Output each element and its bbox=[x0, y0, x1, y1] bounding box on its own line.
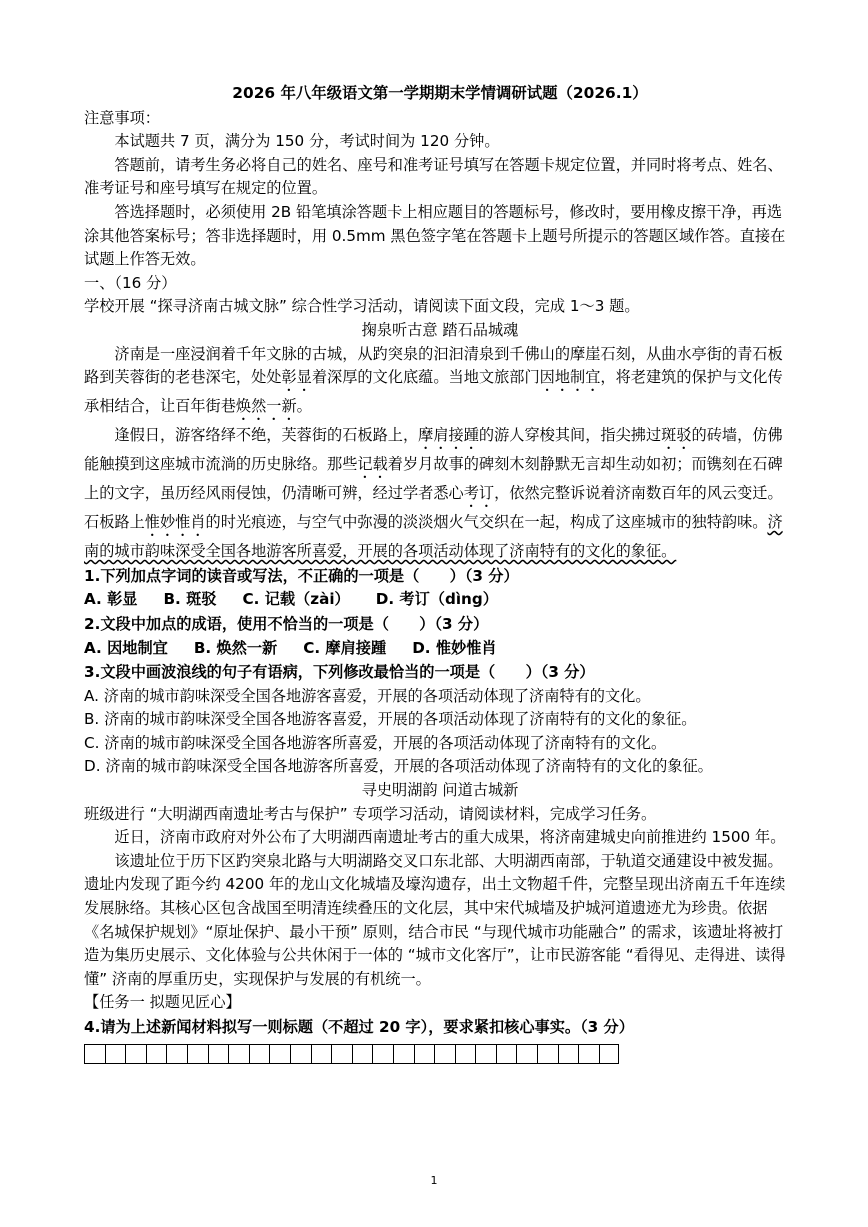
notice-paragraph-3: 答选择题时，必须使用 2B 铅笔填涂答题卡上相应题目的答题标号，修改时，要用橡皮擦干净，再选涂其他答案标号；答非选择题时，用 0.5mm 黑色签字笔在答题卡上题号所提示的答题区域作答。直接在试题上作答无效。 bbox=[84, 202, 786, 269]
answer-cell[interactable] bbox=[187, 1044, 208, 1064]
answer-cell[interactable] bbox=[331, 1044, 352, 1064]
answer-cell[interactable] bbox=[414, 1044, 435, 1064]
answer-cell[interactable] bbox=[352, 1044, 373, 1064]
answer-cell[interactable] bbox=[434, 1044, 455, 1064]
answer-cell[interactable] bbox=[537, 1044, 558, 1064]
section2-subtitle: 寻史明湖韵 问道古城新 bbox=[361, 781, 519, 800]
section1-intro: 学校开展 “探寻济南古城文脉” 综合性学习活动，请阅读下面文段，完成 1～3 题。 bbox=[84, 297, 640, 316]
q3-option-b: B. 济南的城市韵味深受全国各地游客喜爱，开展的各项活动体现了济南特有的文化的象征。 bbox=[84, 710, 697, 729]
dotted-word-zhangxian: 彰显 bbox=[281, 368, 312, 387]
q3-option-a: A. 济南的城市韵味深受全国各地游客喜爱，开展的各项活动体现了济南特有的文化。 bbox=[84, 686, 651, 705]
q1-option-b: B. 斑驳 bbox=[163, 590, 217, 609]
answer-cell[interactable] bbox=[125, 1044, 146, 1064]
answer-cell[interactable] bbox=[311, 1044, 332, 1064]
question-2-options bbox=[84, 637, 796, 661]
wavy-underlined-sentence: 济南的城市韵味深受全国各地游客所喜爱，开展的各项活动体现了济南特有的文化的象征。 bbox=[84, 513, 783, 561]
answer-cell[interactable] bbox=[516, 1044, 537, 1064]
notice-paragraph-1: 本试题共 7 页，满分为 150 分，考试时间为 120 分钟。 bbox=[114, 132, 500, 151]
exam-title: 2026 年八年级语文第一学期期末学情调研试题（2026.1） bbox=[232, 84, 648, 102]
q2-option-a: A. 因地制宜 bbox=[84, 638, 168, 657]
question-3-stem: 3.文段中画波浪线的句子有语病，下列修改最恰当的一项是（ ）（3 分） bbox=[84, 663, 595, 682]
q1-option-a: A. 彰显 bbox=[84, 590, 138, 609]
dotted-word-kaoding: 考订 bbox=[463, 484, 495, 503]
answer-cell[interactable] bbox=[599, 1044, 620, 1064]
dotted-idiom-huanranyixin: 焕然一新 bbox=[235, 397, 297, 416]
section1-passage-1: 济南是一座浸润着千年文脉的古城，从趵突泉的汩汩清泉到千佛山的摩崖石刻，从曲水亭街的青石板路到芙蓉街的老巷深宅，处处彰显着深厚的文化底蕴。当地文旅部门因地制宜，将老建筑的保护与文化传承相结合，让百年街巷焕然一新。 bbox=[84, 344, 783, 416]
question-4-stem: 4.请为上述新闻材料拟写一则标题（不超过 20 字），要求紧扣核心事实。（3 分） bbox=[84, 1018, 634, 1036]
answer-cell[interactable] bbox=[249, 1044, 270, 1064]
q1-option-d: D. 考订（dìng） bbox=[375, 590, 498, 609]
task-1-heading: 【任务一 拟题见匠心】 bbox=[84, 993, 241, 1012]
q2-option-d: D. 惟妙惟肖 bbox=[412, 638, 497, 657]
answer-cell[interactable] bbox=[393, 1044, 414, 1064]
answer-cell[interactable] bbox=[269, 1044, 290, 1064]
answer-cell[interactable] bbox=[146, 1044, 167, 1064]
dotted-word-banbo: 斑驳 bbox=[661, 426, 692, 445]
q3-option-c: C. 济南的城市韵味深受全国各地游客所喜爱，开展的各项活动体现了济南特有的文化。 bbox=[84, 733, 667, 752]
section2-paragraph-1: 近日，济南市政府对外公布了大明湖西南遗址考古的重大成果，将济南建城史向前推进约 1500 年。 bbox=[114, 828, 786, 847]
notice-heading: 注意事项： bbox=[84, 108, 160, 127]
question-1-stem: 1.下列加点字词的读音或写法，不正确的一项是（ ）（3 分） bbox=[84, 566, 519, 585]
answer-cell[interactable] bbox=[372, 1044, 393, 1064]
answer-cell[interactable] bbox=[455, 1044, 476, 1064]
q2-option-b: B. 焕然一新 bbox=[193, 638, 278, 657]
answer-cell[interactable] bbox=[208, 1044, 229, 1064]
q3-option-d: D. 济南的城市韵味深受全国各地游客所喜爱，开展的各项活动体现了济南特有的文化的象征。 bbox=[84, 757, 713, 776]
question-2-stem: 2.文段中加点的成语，使用不恰当的一项是（ ）（3 分） bbox=[84, 614, 489, 633]
answer-cell[interactable] bbox=[496, 1044, 517, 1064]
answer-cell[interactable] bbox=[475, 1044, 496, 1064]
answer-cell[interactable] bbox=[228, 1044, 249, 1064]
answer-grid[interactable] bbox=[84, 1044, 796, 1064]
section1-passage-2: 逢假日，游客络绎不绝，芙蓉街的石板路上，摩肩接踵的游人穿梭其间，指尖拂过斑驳的砖墙，仿佛能触摸到这座城市流淌的历史脉络。那些记载着岁月故事的碑刻木刻静默无言却生动如初；而镌刻在石碑上的文字，虽历经风雨侵蚀，仍清晰可辨，经过学者悉心考订，依然完整诉说着济南数百年的风云变迁。石板路上惟妙惟肖的时光痕迹，与空气中弥漫的淡淡烟火气交织在一起，构成了这座城市的独特韵味。济南的城市韵味深受全国各地游客所喜爱，开展的各项活动体现了济南特有的文化的象征。 bbox=[84, 426, 783, 561]
answer-cell[interactable] bbox=[290, 1044, 311, 1064]
answer-cell[interactable] bbox=[558, 1044, 579, 1064]
answer-cell[interactable] bbox=[166, 1044, 187, 1064]
question-1-options bbox=[84, 588, 796, 612]
section2-intro: 班级进行 “大明湖西南遗址考古与保护” 专项学习活动，请阅读材料，完成学习任务。 bbox=[84, 804, 657, 823]
q2-option-c: C. 摩肩接踵 bbox=[303, 638, 387, 657]
dotted-idiom-yindizhiyi: 因地制宜 bbox=[539, 368, 601, 387]
section2-paragraph-2: 该遗址位于历下区趵突泉北路与大明湖路交叉口东北部、大明湖西南部，于轨道交通建设中被发掘。遗址内发现了距今约 4200 年的龙山文化城墙及壕沟遗存，出土文物超千件，完整呈现出济南五千年连续发展脉络。其核心区包含战国至明清连续叠压的文化层，其中宋代城墙及护城河道遗迹尤为珍贵。依据《名城保护规划》“原址保护、最小干预” 原则，结合市民 “与现代城市功能融合” 的需求，该遗址将被打造为集历史展示、文化体验与公共休闲于一体的 “城市文化客厅”，让市民游客能 “看得见、走得进、读得懂” 济南的厚重历史，实现保护与发展的有机统一。 bbox=[84, 851, 786, 988]
answer-cell[interactable] bbox=[84, 1044, 105, 1064]
exam-page bbox=[84, 82, 796, 1064]
notice-paragraph-2: 答题前，请考生务必将自己的姓名、座号和准考证号填写在答题卡规定位置，并同时将考点、姓名、准考证号和座号填写在规定的位置。 bbox=[84, 155, 783, 198]
answer-cell[interactable] bbox=[578, 1044, 599, 1064]
q1-option-c: C. 记载（zài） bbox=[242, 590, 350, 609]
dotted-word-jizai: 记载 bbox=[357, 455, 388, 474]
answer-cell[interactable] bbox=[105, 1044, 126, 1064]
page-number: 1 bbox=[430, 1174, 438, 1187]
dotted-idiom-mojianjiezhong: 摩肩接踵 bbox=[418, 426, 479, 445]
section1-heading: 一、（16 分） bbox=[84, 273, 177, 292]
dotted-idiom-weimiaoweixiao: 惟妙惟肖 bbox=[144, 513, 206, 532]
section1-subtitle: 掬泉听古意 踏石品城魂 bbox=[361, 320, 519, 339]
